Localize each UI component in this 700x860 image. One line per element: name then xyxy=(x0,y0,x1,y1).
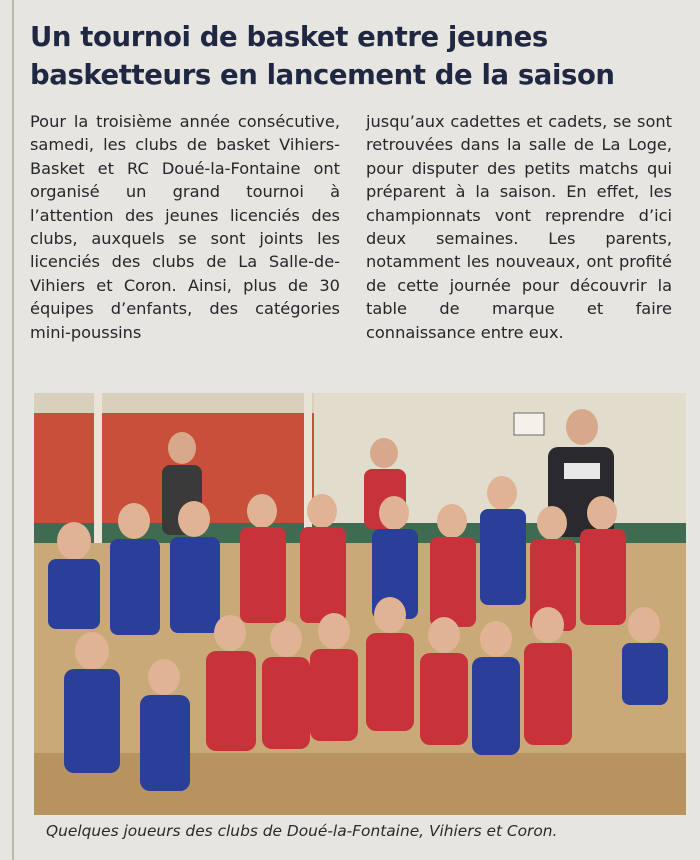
column-rule xyxy=(12,0,14,860)
team-photo-illustration xyxy=(34,393,686,815)
article-column-2: jusqu’aux cadettes et cadets, se sont retrouvées dans la salle de La Loge, pour disputer des petits matchs qui préparent à la saison. En effet, les championnats vont reprendre d’ici deux semaines. Les parents, notamment les nouveaux, ont profité de cette journée pour découvrir la table de marque et faire connaissance entre eux. xyxy=(366,112,672,342)
article-column-1: Pour la troisième année consécutive, samedi, les clubs de basket Vihiers-Basket et RC Doué-la-Fontaine ont organisé un grand tournoi à l’attention des jeunes licenciés des clubs, auxquels se sont joints les licenciés des clubs de La Salle-de-Vihiers et Coron. Ainsi, plus de 30 équipes d’enfants, des catégories mini-poussins xyxy=(30,112,340,342)
article-headline: Un tournoi de basket entre jeunes basketteurs en lancement de la saison xyxy=(30,21,615,91)
team-photo xyxy=(34,393,686,815)
photo-caption: Quelques joueurs des clubs de Doué-la-Fontaine, Vihiers et Coron. xyxy=(46,822,558,840)
